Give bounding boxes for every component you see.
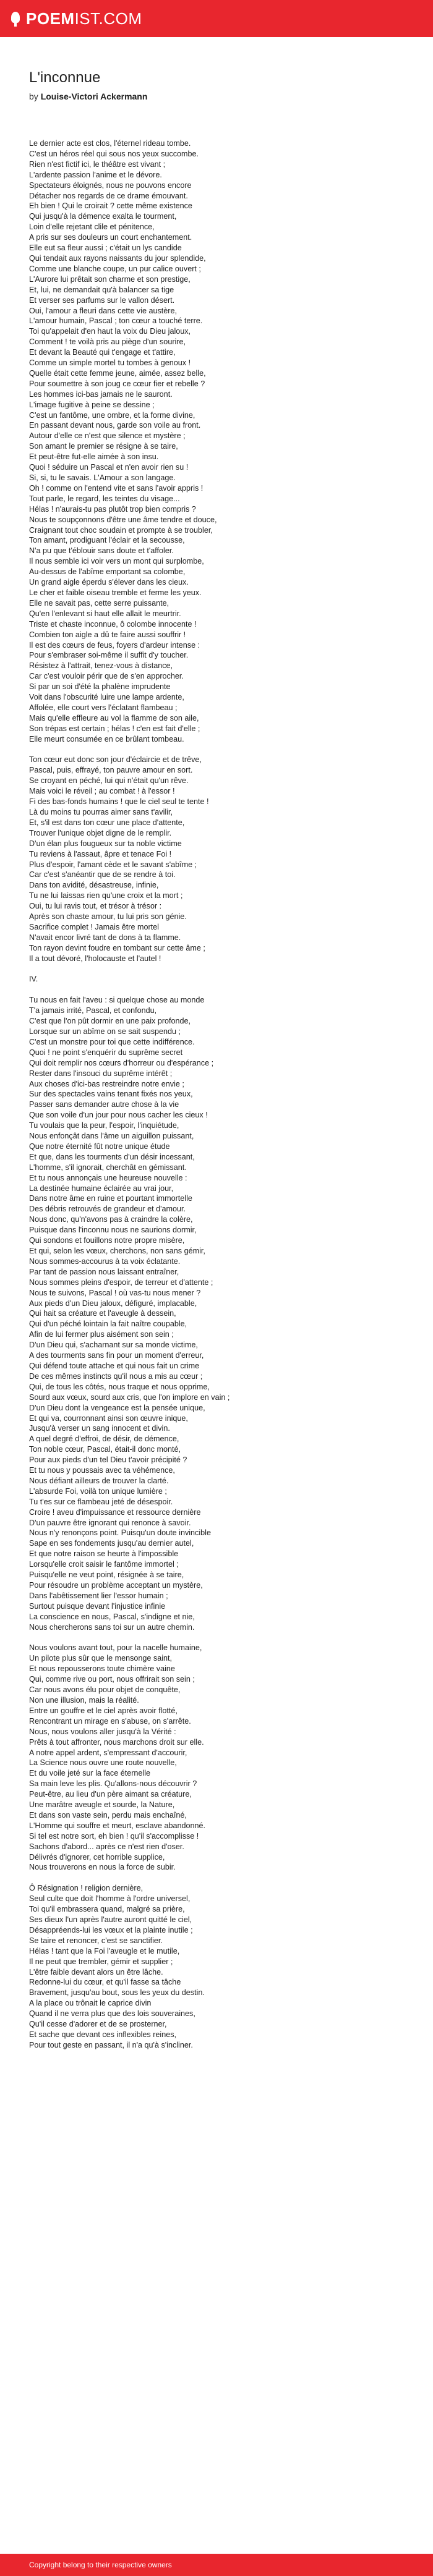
poem-line: Toi qu'appelait d'en haut la voix du Dieu jaloux, [29,327,191,336]
poem-line: Mais voici le réveil ; au combat ! à l'essor ! [29,787,175,796]
poem-line: Il ne peut que trembler, gémir et supplier ; [29,1957,173,1966]
poem-line: Ton rayon devint foudre en tombant sur cette âme ; [29,943,205,952]
poem-line: Car nous avons élu pour objet de conquête, [29,1685,181,1695]
poem-line: Par tant de passion nous laissant entraîner, [29,1267,179,1276]
poem-line: Et, lui, ne demandait qu'à balancer sa tige [29,285,174,294]
poem-line: Qu'en l'enlevant si haut elle allait le meurtrir. [29,609,181,618]
poem-line: Combien ton aigle a dû te faire aussi souffrir ! [29,630,186,639]
poem-line: T'a jamais irrité, Pascal, et confondu, [29,1006,157,1015]
poem-line: A la place ou trônait le caprice divin [29,1999,152,2008]
poem-line: De ces mêmes instincts qu'il nous a mis au cœur ; [29,1371,203,1381]
poem-line: Comme une blanche coupe, un pur calice ouvert ; [29,264,201,273]
poem-line: Se taire et renoncer, c'est se sanctifier. [29,1936,163,1945]
poem-line: Bravement, jusqu'au bout, sous les yeux du destin. [29,1988,205,1998]
poem-line: L'amour humain, Pascal ; ton cœur a touché terre. [29,316,203,326]
poem-line: L'être faible devant alors un être lâche. [29,1967,163,1976]
poem-line: Il a tout dévoré, l'holocauste et l'autel ! [29,954,161,963]
poem-line: Et verser ses parfums sur le vallon désert. [29,295,175,305]
stanza [29,1643,433,1873]
poem-line: Qui, de tous les côtés, nous traque et nous opprime, [29,1382,210,1391]
poem-line: Tu t'es sur ce flambeau jeté de désespoir. [29,1497,173,1506]
poem-line: D'un pauvre être ignorant qui renonce à savoir. [29,1518,191,1527]
poem-line: D'un élan plus fougueux sur ta noble victime [29,839,182,848]
site-header [0,0,433,37]
poem-line: En passant devant nous, garde son voile au front. [29,421,201,430]
poem-line: Et que, dans les tourments d'un désir incessant, [29,1152,195,1161]
poem-line: Et devant la Beauté qui t'engage et t'attire, [29,348,176,357]
poem-line: Résistez à l'attrait, tenez-vous à distance, [29,661,173,671]
poem-line: Tu nous en fait l'aveu : si quelque chose au monde [29,996,205,1005]
poem-line: Ton amant, prodiguant l'éclair et la secousse, [29,536,185,545]
poem-line: Un pilote plus sûr que le mensonge saint, [29,1654,173,1663]
poem-line: Autour d'elle ce n'est que silence et mystère ; [29,431,186,441]
poem-line: Nous donc, qu'n'avons pas à craindre la colère, [29,1215,193,1224]
poem-line: Passer sans demander autre chose à la vie [29,1100,179,1109]
poem-line: Nous voulons avant tout, pour la nacelle humaine, [29,1643,202,1653]
poem-line: Nous défiant ailleurs de trouver la clarté. [29,1476,169,1485]
poem-line: Il est des cœurs de feus, foyers d'ardeur intense : [29,640,200,650]
poem-line: Lorsque sur un abîme on se sait suspendu ; [29,1027,181,1036]
poem-line: A des tourments sans fin pour un moment d'erreur, [29,1351,204,1360]
poem-line: Ton cœur eut donc son jour d'éclaircie et de trêve, [29,755,202,765]
poem-line: C'est que l'on pût dormir en une paix profonde, [29,1017,191,1026]
poem-line: Rien n'est fictif ici, le théâtre est vivant ; [29,159,166,169]
poem-line: Sa main leve les plis. Qu'allons-nous découvrir ? [29,1779,197,1789]
poem-line: Mais qu'elle effleure au vol la flamme de son aile, [29,713,199,722]
poem-line: Comme un simple mortel tu tombes à genoux ! [29,358,191,368]
poem-line: Désappréends-lui les vœux et la plainte inutile ; [29,1925,193,1934]
poem-line: Si, si, tu le savais. L'Amour a son langage. [29,473,176,482]
poem-line: Détacher nos regards de ce drame émouvant. [29,191,188,200]
poem-line: L'homme, s'il ignorait, cherchât en gémissant. [29,1163,187,1172]
poem-line: Au-dessus de l'abîme emportant sa colombe, [29,567,186,577]
site-logo[interactable]: POEMIST.COM [26,9,142,28]
poem-line: Hélas ! tant que la Foi l'aveugle et le mutile, [29,1946,180,1955]
poem-line: Trouver l'unique objet digne de le remplir. [29,828,172,837]
poem-line: Ton noble cœur, Pascal, était-il donc monté, [29,1445,181,1454]
poem-line: A notre appel ardent, s'empressant d'accourir, [29,1748,187,1757]
poem-line: Rester dans l'insouci du suprême intérêt ; [29,1069,173,1078]
poem-line: Ô Résignation ! religion dernière, [29,1884,144,1893]
poem-line: Spectateurs éloignés, nous ne pouvons encore [29,180,192,190]
poem-line: Quoi ! ne point s'enquérir du suprême secret [29,1048,183,1057]
poem-line: Pascal, puis, effrayé, ton pauvre amour en sort. [29,766,193,775]
by-label: by [29,91,41,101]
poem-line: Les hommes ici-bas jamais ne le sauront. [29,389,173,399]
poem-line: Loin d'elle rejetant clile et pénitence, [29,222,155,232]
poem-line: Redonne-lui du cœur, et qu'il fasse sa tâche [29,1978,181,1987]
poem-line: Affolée, elle court vers l'éclatant flambeau ; [29,703,178,712]
poem-line: Elle meurt consumée en ce brûlant tombeau. [29,734,184,744]
poem-line: D'un Dieu dont la vengeance est la pensée unique, [29,1403,205,1412]
poem-line: Seul culte que doit l'homme à l'ordre universel, [29,1894,191,1904]
poem-line: N'avait encor livré tant de dons à ta flamme. [29,933,181,942]
poem-line: N'a pu que t'éblouir sans doute et t'affoler. [29,546,174,556]
lightbulb-logo-icon[interactable] [10,11,21,27]
poem-line: Et qui, selon les vœux, cherchons, non sans gémir, [29,1247,205,1256]
poem-line: Qui doit remplir nos cœurs d'horreur ou d'espérance ; [29,1058,214,1067]
poem-line: Quand il ne verra plus que des lois souveraines, [29,2009,195,2019]
poem-line: A quel degré d'effroi, de désir, de démence, [29,1434,179,1444]
poem-line: Peut-être, au lieu d'un père aimant sa créature, [29,1790,192,1799]
poem-line: Quoi ! séduire un Pascal et n'en avoir rien su ! [29,463,189,472]
poem-line: Quelle était cette femme jeune, aimée, assez belle, [29,368,206,378]
poem-line: Il nous semble ici voir vers un mont qui surplombe, [29,557,204,566]
poem-line: Son trépas est certain ; hélas ! c'en est fait d'elle ; [29,724,200,733]
poem-line: Oh ! comme on l'entend vite et sans l'avoir appris ! [29,483,204,493]
poem-line: Qui défend toute attache et qui nous fait un crime [29,1361,200,1370]
poem-line: Hélas ! n'aurais-tu pas plutôt trop bien compris ? [29,504,196,514]
poem-line: Tu reviens à l'assaut, âpre et tenace Foi ! [29,849,172,858]
poem-line: La Science nous ouvre une route nouvelle, [29,1758,177,1768]
stanza [29,995,433,1632]
site-footer [0,2554,433,2576]
stanza [29,138,433,745]
poem-line: Toi qu'il embrassera quand, malgré sa prière, [29,1905,185,1914]
poem-line: Et tu nous y poussais avec ta véhémence, [29,1466,175,1475]
poem-line: Aux pieds d'un Dieu jaloux, défiguré, implacable, [29,1299,197,1308]
poem-line: Nous n'y renonçons point. Puisqu'un doute invincible [29,1528,211,1538]
poem-line: Et, s'il est dans ton cœur une place d'attente, [29,818,185,827]
poem-line: Si par un soi d'été la phalène imprudente [29,682,171,692]
poem-line: D'un Dieu qui, s'acharnant sur sa monde victime, [29,1341,198,1350]
poem-line: Des débris retrouvés de grandeur et d'amour. [29,1205,186,1214]
poem-line: Qu'il cesse d'adorer et de se prosterner, [29,2020,167,2029]
poem-line: Surtout puisque devant l'injustice infinie [29,1601,166,1611]
poem-line: Délivrés d'ignorer, cet horrible supplice, [29,1852,165,1862]
poem-line: Et dans son vaste sein, perdu mais enchaîné, [29,1810,187,1820]
poem-line: Et tu nous annonçais une heureuse nouvelle : [29,1173,187,1182]
poem-line: Et peut-être fut-elle aimée à son insu. [29,452,159,462]
poem-line: Oui, l'amour a fleuri dans cette vie austère, [29,306,178,315]
poem-line: Pour soumettre à son joug ce cœur fier et rebelle ? [29,379,205,388]
poem-line: Tu voulais que la peur, l'espoir, l'inquiétude, [29,1121,179,1130]
poem-line: Puisqu'elle ne veut point, résignée à se taire, [29,1570,184,1580]
poem-line: C'est un fantôme, une ombre, et la forme divine, [29,410,195,420]
poem-line: La destinée humaine éclairée au vrai jour, [29,1184,174,1193]
poem-line: Nous chercherons sans toi sur un autre chemin. [29,1622,195,1632]
poem-line: L'absurde Foi, voilà ton unique lumière ; [29,1486,167,1496]
poem-line: Jusqu'à verser un sang innocent et divin. [29,1424,170,1433]
poem-line: IV. [29,975,38,984]
poem-line: Triste et chaste inconnue, ô colombe innocente ! [29,619,197,629]
stanza [29,974,433,985]
poem-line: Car c'est vouloir périr que de s'en approcher. [29,672,184,681]
poem-line: Qui d'un péché lointain la fait naître coupable, [29,1320,187,1329]
poem-line: Là du moins tu pourras aimer sans t'avilir, [29,807,173,816]
poem-title: L'inconnue [29,69,101,86]
poem-line: Elle ne savait pas, cette serre puissante, [29,598,169,608]
poem-line: Lorsqu'elle croit saisir le fantôme immortel ; [29,1560,179,1569]
poem-line: Après son chaste amour, tu lui pris son génie. [29,912,187,922]
poem-line: Tout parle, le regard, les teintes du visage... [29,494,180,503]
poem-line: A pris sur ses douleurs un court enchantement. [29,233,192,242]
poem-line: Et nous repousserons toute chimère vaine [29,1664,175,1674]
poem-line: Sur des spectacles vains tenant fixés nos yeux, [29,1090,193,1099]
poem-line: Si tel est notre sort, eh bien ! qu'il s'accomplisse ! [29,1831,199,1841]
poem-line: Qui hait sa créature et l'aveugle à dessein, [29,1309,176,1318]
poem-content [0,37,433,2051]
poem-line: Sacrifice complet ! Jamais être mortel [29,922,159,931]
poem-line: Sachons d'abord... après ce n'est rien d'oser. [29,1842,184,1851]
poem-line: Craignant tout choc soudain et prompte à se troubler, [29,525,213,535]
poem-line: Une marâtre aveugle et sourde, la Nature, [29,1800,175,1810]
poem-line: Afin de lui fermer plus aisément son sein ; [29,1330,174,1339]
poem-line: Comment ! te voilà pris au piège d'un sourire, [29,337,186,347]
stanza [29,755,433,964]
poem-line: La conscience en nous, Pascal, s'indigne et nie, [29,1612,195,1621]
poem-line: Dans ton avidité, désastreuse, infinie, [29,881,159,890]
poem-line: Dans notre âme en ruine et pourtant immortelle [29,1194,192,1203]
poem-line: Et que notre raison se heurte à l'impossible [29,1549,179,1559]
poem-line: Sourd aux vœux, sourd aux cris, que l'on implore en vain ; [29,1392,230,1402]
poem-line: Eh bien ! Qui le croirait ? cette même existence [29,201,192,211]
poem-line: Croire ! aveu d'impuissance et ressource dernière [29,1507,201,1517]
poem-line: Rencontrant un mirage en s'abuse, on s'arrête. [29,1716,191,1726]
poem-line: Nous, nous voulons aller jusqu'à la Vérité : [29,1727,176,1736]
poem-line: Un grand aigle éperdu s'élever dans les cieux. [29,578,189,587]
poem-line: L'ardente passion l'anime et le dévore. [29,170,162,179]
poem-line: Car c'est s'anéantir que de se rendre à toi. [29,870,176,879]
poem-line: Pour aux pieds d'un tel Dieu t'avoir précipité ? [29,1455,187,1465]
poem-line: Nous te soupçonnons d'être une âme tendre et douce, [29,515,217,524]
poem-line: Dans l'abêtissement lier l'essor humain ; [29,1591,168,1600]
poem-line: Plus d'espoir, l'amant cède et le savant s'abîme ; [29,860,197,869]
poem-line: Et du voile jeté sur la face éternelle [29,1769,151,1778]
poem-line: Entre un gouffre et le ciel après avoir flotté, [29,1706,178,1715]
poem-line: Qui tendait aux rayons naissants du jour splendide, [29,253,206,263]
poem-line: Qui, comme rive ou port, nous offrirait son sein ; [29,1675,195,1684]
poem-line: Le cher et faible oiseau tremble et ferme les yeux. [29,588,202,597]
poem-line: Le dernier acte est clos, l'éternel rideau tombe. [29,139,191,148]
poem-line: Pour tout geste en passant, il n'a qu'à s'incliner. [29,2040,193,2049]
poem-line: Ses dieux l'un après l'autre auront quitté le ciel, [29,1915,192,1924]
poem-line: C'est un monstre pour toi que cette indifférence. [29,1037,195,1046]
poem-body [29,138,433,2051]
poem-line: Pour s'embraser soi-même il suffit d'y toucher. [29,651,189,660]
stanza [29,1883,433,2051]
poem-line: Pour résoudre un problème acceptant un mystère, [29,1581,203,1590]
poem-line: Elle eut sa fleur aussi ; c'était un lys candide [29,244,182,253]
copyright-text: Copyright belong to their respective owners [29,2561,172,2569]
poem-line: L'Homme qui souffre et meurt, esclave abandonné. [29,1821,205,1830]
poem-line: Nous sommes pleins d'espoir, de terreur et d'attente ; [29,1277,213,1287]
poem-line: Que notre éternité fût notre unique étude [29,1142,170,1151]
author-link[interactable]: Louise-Victori Ackermann [40,91,148,101]
poem-line: Son amant le premier se résigne à se taire, [29,442,178,451]
poem-line: Fi des bas-fonds humains ! que le ciel seul te tente ! [29,797,209,807]
poem-line: L'image fugitive à peine se dessine ; [29,400,155,409]
poem-line: Voit dans l'obscurité luire une lampe ardente, [29,693,184,702]
poem-line: L'Aurore lui prêtait son charme et son prestige, [29,274,191,284]
poem-line: Nous sommes-accourus à ta voix éclatante. [29,1256,181,1266]
poem-line: Puisque dans l'inconnu nous ne saurions dormir, [29,1226,197,1235]
poem-line: Se croyant en péché, lui qui n'était qu'un rêve. [29,776,189,786]
poem-line: Nous te suivons, Pascal ! où vas-tu nous mener ? [29,1288,201,1297]
poem-line: Aux choses d'ici-bas restreindre notre envie ; [29,1079,184,1088]
poem-line: Nous enfonçât dans l'âme un aiguillon puissant, [29,1132,194,1141]
poem-line: Qui jusqu'à la démence exalta le tourment, [29,212,177,221]
poem-line: C'est un héros réel qui sous nos yeux succombe. [29,149,199,158]
poem-line: Sape en ses fondements jusqu'au dernier autel, [29,1539,194,1548]
poem-line: Que son voile d'un jour pour nous cacher les cieux ! [29,1111,208,1120]
poem-line: Tu ne lui laissas rien qu'une croix et la mort ; [29,891,183,900]
poem-line: Prêts à tout affronter, nous marchons droit sur elle. [29,1737,204,1747]
poem-line: Non une illusion, mais la réalité. [29,1695,139,1705]
poem-line: Oui, tu lui ravis tout, et trésor à trésor : [29,902,162,911]
poem-line: Qui sondons et fouillons notre propre misère, [29,1236,185,1245]
poem-line: Nous trouverons en nous la force de subir. [29,1863,176,1872]
poem-line: Et qui va, courronnant ainsi son œuvre inique, [29,1413,188,1423]
byline [29,91,433,101]
poem-line: Et sache que devant ces inflexibles reines, [29,2030,177,2039]
